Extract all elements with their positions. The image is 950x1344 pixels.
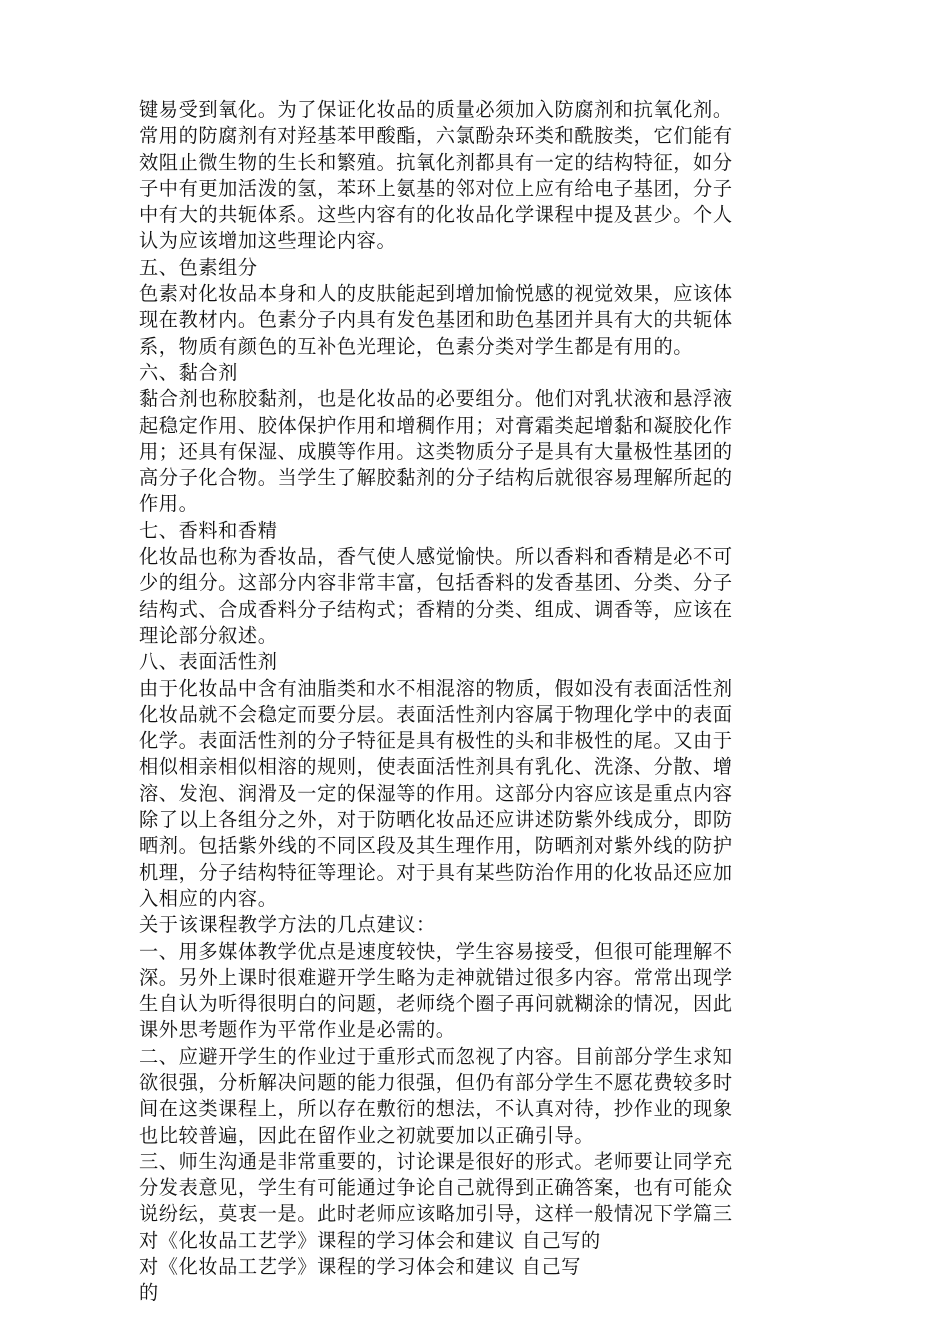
text-line: 一、用多媒体教学优点是速度较快，学生容易接受，但很可能理解不	[139, 939, 733, 963]
text-line: 键易受到氧化。为了保证化妆品的质量必须加入防腐剂和抗氧化剂。	[139, 98, 733, 121]
text-line: 子中有更加活泼的氢，苯环上氨基的邻对位上应有给电子基团，分子	[139, 176, 733, 200]
text-line: 认为应该增加这些理论内容。	[139, 229, 397, 253]
text-line: 七、香料和香精	[139, 518, 278, 542]
text-line: 少的组分。这部分内容非常丰富，包括香料的发香基团、分类、分子	[139, 571, 733, 595]
text-line: 化学。表面活性剂的分子特征是具有极性的头和非极性的尾。又由于	[139, 729, 733, 753]
text-line: 用；还具有保湿、成膜等作用。这类物质分子是具有大量极性基团的	[139, 439, 733, 463]
text-line: 常用的防腐剂有对羟基苯甲酸酯，六氯酚杂环类和酰胺类，它们能有	[139, 124, 733, 148]
text-line: 欲很强，分析解决问题的能力很强，但仍有部分学生不愿花费较多时	[139, 1070, 733, 1094]
text-line: 现在教材内。色素分子内具有发色基团和助色基团并具有大的共轭体	[139, 308, 733, 332]
text-line: 入相应的内容。	[139, 886, 278, 910]
text-line: 系，物质有颜色的互补色光理论，色素分类对学生都是有用的。	[139, 334, 694, 358]
text-line: 效阻止微生物的生长和繁殖。抗氧化剂都具有一定的结构特征，如分	[139, 150, 733, 174]
text-line: 也比较普遍，因此在留作业之初就要加以正确引导。	[139, 1123, 595, 1147]
text-line: 除了以上各组分之外，对于防晒化妆品还应讲述防紫外线成分，即防	[139, 808, 733, 832]
text-line: 作用。	[139, 492, 199, 516]
text-line: 关于该课程教学方法的几点建议：	[139, 913, 436, 937]
text-line: 三、师生沟通是非常重要的，讨论课是很好的形式。老师要让同学充	[139, 1149, 733, 1173]
text-line: 机理，分子结构特征等理论。对于具有某些防治作用的化妆品还应加	[139, 860, 733, 884]
text-line: 深。另外上课时很难避开学生略为走神就错过很多内容。常常出现学	[139, 965, 733, 989]
text-line: 分发表意见，学生有可能通过争论自己就得到正确答案，也有可能众	[139, 1176, 733, 1200]
text-line: 课外思考题作为平常作业是必需的。	[139, 1018, 456, 1042]
text-line: 五、色素组分	[139, 255, 258, 279]
text-line: 化妆品就不会稳定而要分层。表面活性剂内容属于物理化学中的表面	[139, 702, 733, 726]
text-line: 晒剂。包括紫外线的不同区段及其生理作用，防晒剂对紫外线的防护	[139, 834, 733, 858]
text-line: 溶、发泡、润滑及一定的保湿等的作用。这部分内容应该是重点内容	[139, 781, 733, 805]
text-line: 对《化妆品工艺学》课程的学习体会和建议 自己写的	[139, 1228, 601, 1252]
text-line: 结构式、合成香料分子结构式；香精的分类、组成、调香等，应该在	[139, 597, 733, 621]
text-line: 相似相亲相似相溶的规则，使表面活性剂具有乳化、洗涤、分散、增	[139, 755, 733, 779]
text-line: 生自认为听得很明白的问题，老师绕个圈子再问就糊涂的情况，因此	[139, 992, 733, 1016]
text-line: 的	[139, 1281, 159, 1305]
text-line: 化妆品也称为香妆品，香气使人感觉愉快。所以香料和香精是必不可	[139, 545, 733, 569]
text-line: 对《化妆品工艺学》课程的学习体会和建议 自己写	[139, 1255, 582, 1279]
text-line: 说纷纭，莫衷一是。此时老师应该略加引导，这样一般情况下学篇三	[139, 1202, 733, 1226]
text-line: 黏合剂也称胶黏剂，也是化妆品的必要组分。他们对乳状液和悬浮液	[139, 387, 733, 411]
text-line: 色素对化妆品本身和人的皮肤能起到增加愉悦感的视觉效果，应该体	[139, 282, 733, 306]
text-line: 间在这类课程上，所以存在敷衍的想法，不认真对待，抄作业的现象	[139, 1097, 733, 1121]
text-line: 由于化妆品中含有油脂类和水不相混溶的物质，假如没有表面活性剂	[139, 676, 733, 700]
text-line: 二、应避开学生的作业过于重形式而忽视了内容。目前部分学生求知	[139, 1044, 733, 1068]
text-line: 八、表面活性剂	[139, 650, 278, 674]
text-line: 六、黏合剂	[139, 360, 238, 384]
text-line: 理论部分叙述。	[139, 623, 278, 647]
text-line: 高分子化合物。当学生了解胶黏剂的分子结构后就很容易理解所起的	[139, 466, 733, 490]
text-line: 起稳定作用、胶体保护作用和增稠作用；对膏霜类起增黏和凝胶化作	[139, 413, 733, 437]
document-body	[139, 97, 815, 1307]
text-line: 中有大的共轭体系。这些内容有的化妆品化学课程中提及甚少。个人	[139, 203, 733, 227]
